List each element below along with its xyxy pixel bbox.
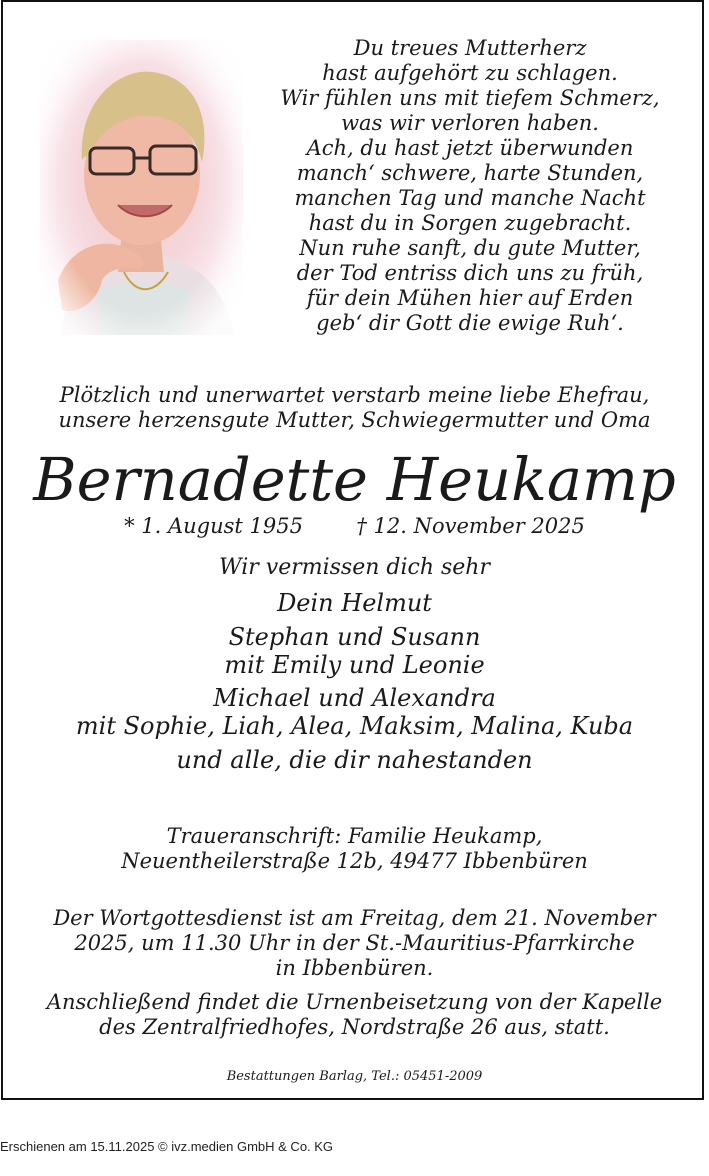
burial-line-2: des Zentralfriedhofes, Nordstraße 26 aus, statt. — [99, 1015, 610, 1039]
mourners-block — [0, 554, 709, 774]
address-line-1: Traueranschrift: Familie Heukamp, — [166, 824, 543, 848]
poem-line: der Tod entriss dich uns zu früh, — [296, 261, 644, 285]
deceased-name: Bernadette Heukamp — [33, 445, 676, 514]
poem-line: manch‘ schwere, harte Stunden, — [296, 161, 644, 185]
all-mourners: und alle, die dir nahestanden — [176, 746, 533, 774]
family-1-line-2: mit Emily und Leonie — [224, 651, 485, 679]
death-date: † 12. November 2025 — [356, 514, 585, 538]
intro-line-1: Plötzlich und unerwartet verstarb meine liebe Ehefrau, — [59, 383, 650, 407]
poem-line: für dein Mühen hier auf Erden — [306, 286, 634, 310]
service-line-1: Der Wortgottesdienst ist am Freitag, dem 21. November — [53, 906, 656, 930]
burial-info — [0, 990, 709, 1040]
miss-line: Wir vermissen dich sehr — [219, 555, 490, 580]
portrait-illustration — [40, 40, 243, 335]
mourning-address — [0, 824, 709, 874]
poem-line: hast aufgehört zu schlagen. — [322, 61, 618, 85]
service-line-2: 2025, um 11.30 Uhr in der St.-Mauritius-Pfarrkirche — [74, 931, 635, 955]
undertaker-info: Bestattungen Barlag, Tel.: 05451-2009 — [226, 1069, 483, 1084]
death-announcement — [0, 383, 709, 433]
birth-date: * 1. August 1955 — [124, 514, 303, 538]
service-line-3: in Ibbenbüren. — [275, 956, 434, 980]
burial-line-1: Anschließend findet die Urnenbeisetzung von der Kapelle — [46, 990, 663, 1014]
husband: Dein Helmut — [277, 589, 432, 617]
family-1-line-1: Stephan und Susann — [228, 623, 481, 651]
poem-line: Nun ruhe sanft, du gute Mutter, — [299, 236, 641, 260]
poem-line: was wir verloren haben. — [341, 111, 599, 135]
intro-line-2: unsere herzensgute Mutter, Schwiegermutter und Oma — [58, 408, 651, 432]
family-2-line-2: mit Sophie, Liah, Alea, Maksim, Malina, Kuba — [75, 712, 634, 740]
poem-line: manchen Tag und manche Nacht — [294, 186, 646, 210]
poem-line: Ach, du hast jetzt überwunden — [306, 136, 634, 160]
poem-line: geb‘ dir Gott die ewige Ruh‘. — [316, 311, 624, 335]
life-dates — [0, 513, 709, 539]
poem-line: Du treues Mutterherz — [353, 36, 587, 60]
poem-line: Wir fühlen uns mit tiefem Schmerz, — [280, 86, 660, 110]
poem — [270, 36, 670, 336]
portrait-photo — [40, 40, 243, 335]
publication-footer: Erschienen am 15.11.2025 © ivz.medien GmbH & Co. KG — [0, 1139, 334, 1154]
service-info — [0, 906, 709, 981]
address-line-2: Neuentheilerstraße 12b, 49477 Ibbenbüren — [121, 849, 588, 873]
family-2-line-1: Michael und Alexandra — [213, 684, 496, 712]
poem-line: hast du in Sorgen zugebracht. — [308, 211, 632, 235]
